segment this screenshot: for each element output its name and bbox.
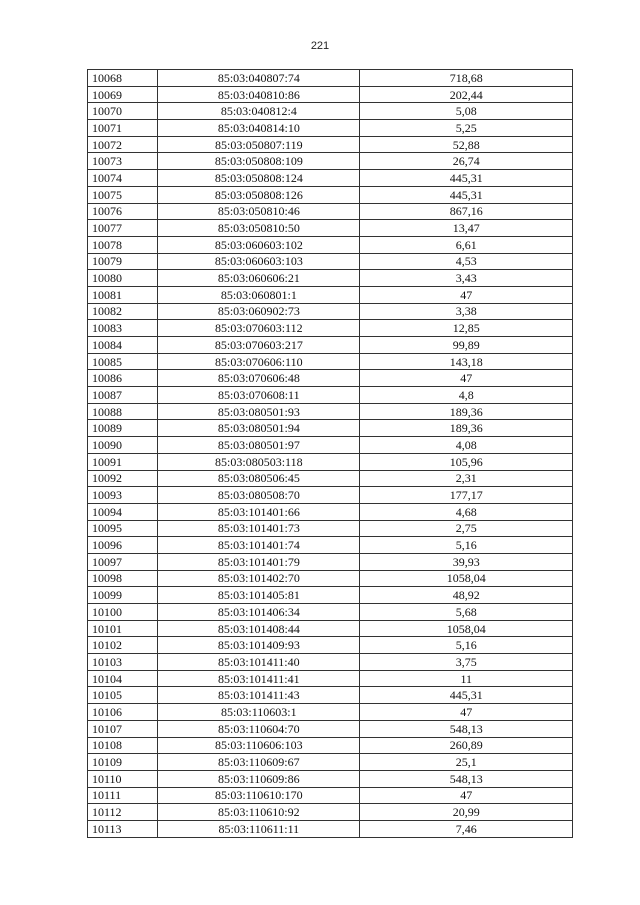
cadastral-number-cell: 85:03:110606:103 [158,737,360,754]
row-number-cell: 10079 [88,253,158,270]
table-row [88,754,573,771]
cadastral-number-cell: 85:03:070603:217 [158,337,360,354]
row-number-cell: 10108 [88,737,158,754]
cadastral-number-cell: 85:03:110604:70 [158,720,360,737]
area-value-cell: 445,31 [360,170,573,187]
row-number-cell: 10080 [88,270,158,287]
area-value-cell: 39,93 [360,553,573,570]
table-row [88,470,573,487]
table-row [88,720,573,737]
cadastral-number-cell: 85:03:080501:94 [158,420,360,437]
area-value-cell: 52,88 [360,136,573,153]
area-value-cell: 5,16 [360,537,573,554]
table-row [88,303,573,320]
row-number-cell: 10083 [88,320,158,337]
table-row [88,620,573,637]
table-row [88,770,573,787]
row-number-cell: 10075 [88,186,158,203]
row-number-cell: 10107 [88,720,158,737]
area-value-cell: 4,68 [360,503,573,520]
row-number-cell: 10069 [88,86,158,103]
row-number-cell: 10109 [88,754,158,771]
cadastral-number-cell: 85:03:080506:45 [158,470,360,487]
cadastral-number-cell: 85:03:060801:1 [158,286,360,303]
table-row [88,353,573,370]
cadastral-number-cell: 85:03:080508:70 [158,487,360,504]
area-value-cell: 260,89 [360,737,573,754]
row-number-cell: 10101 [88,620,158,637]
area-value-cell: 12,85 [360,320,573,337]
table-row [88,103,573,120]
cadastral-number-cell: 85:03:060606:21 [158,270,360,287]
table-row [88,604,573,621]
row-number-cell: 10092 [88,470,158,487]
row-number-cell: 10073 [88,153,158,170]
area-value-cell: 3,75 [360,654,573,671]
table-row [88,136,573,153]
cadastral-number-cell: 85:03:110609:67 [158,754,360,771]
table-row [88,654,573,671]
table-row [88,420,573,437]
area-value-cell: 1058,04 [360,620,573,637]
cadastral-number-cell: 85:03:060603:102 [158,236,360,253]
area-value-cell: 6,61 [360,236,573,253]
row-number-cell: 10100 [88,604,158,621]
area-value-cell: 5,16 [360,637,573,654]
table-row [88,120,573,137]
parcel-table [87,69,573,838]
row-number-cell: 10076 [88,203,158,220]
area-value-cell: 99,89 [360,337,573,354]
row-number-cell: 10088 [88,403,158,420]
table-row [88,820,573,837]
area-value-cell: 3,43 [360,270,573,287]
cadastral-number-cell: 85:03:101411:43 [158,687,360,704]
cadastral-number-cell: 85:03:060902:73 [158,303,360,320]
row-number-cell: 10072 [88,136,158,153]
cadastral-number-cell: 85:03:080503:118 [158,453,360,470]
row-number-cell: 10098 [88,570,158,587]
area-value-cell: 189,36 [360,403,573,420]
cadastral-number-cell: 85:03:101405:81 [158,587,360,604]
cadastral-number-cell: 85:03:101401:66 [158,503,360,520]
cadastral-number-cell: 85:03:050807:119 [158,136,360,153]
row-number-cell: 10112 [88,804,158,821]
row-number-cell: 10090 [88,437,158,454]
area-value-cell: 7,46 [360,820,573,837]
row-number-cell: 10102 [88,637,158,654]
page-number: 221 [310,40,330,52]
cadastral-number-cell: 85:03:060603:103 [158,253,360,270]
table-row [88,220,573,237]
table-row [88,186,573,203]
table-row [88,437,573,454]
row-number-cell: 10087 [88,387,158,404]
area-value-cell: 3,38 [360,303,573,320]
table-row [88,286,573,303]
table-row [88,153,573,170]
table-row [88,370,573,387]
table-row [88,670,573,687]
table-row [88,553,573,570]
area-value-cell: 4,53 [360,253,573,270]
table-row [88,737,573,754]
table-row [88,637,573,654]
area-value-cell: 867,16 [360,203,573,220]
cadastral-number-cell: 85:03:101411:40 [158,654,360,671]
area-value-cell: 5,68 [360,604,573,621]
row-number-cell: 10097 [88,553,158,570]
table-row [88,804,573,821]
row-number-cell: 10096 [88,537,158,554]
table-row [88,453,573,470]
table-row [88,587,573,604]
row-number-cell: 10110 [88,770,158,787]
cadastral-number-cell: 85:03:040812:4 [158,103,360,120]
table-row [88,704,573,721]
row-number-cell: 10074 [88,170,158,187]
area-value-cell: 5,08 [360,103,573,120]
table-row [88,337,573,354]
area-value-cell: 11 [360,670,573,687]
cadastral-number-cell: 85:03:070606:110 [158,353,360,370]
area-value-cell: 445,31 [360,687,573,704]
row-number-cell: 10091 [88,453,158,470]
area-value-cell: 47 [360,370,573,387]
area-value-cell: 47 [360,787,573,804]
area-value-cell: 718,68 [360,70,573,87]
row-number-cell: 10106 [88,704,158,721]
cadastral-number-cell: 85:03:110610:170 [158,787,360,804]
area-value-cell: 13,47 [360,220,573,237]
area-value-cell: 26,74 [360,153,573,170]
area-value-cell: 548,13 [360,720,573,737]
table-row [88,203,573,220]
area-value-cell: 47 [360,704,573,721]
row-number-cell: 10082 [88,303,158,320]
row-number-cell: 10099 [88,587,158,604]
area-value-cell: 4,08 [360,437,573,454]
cadastral-number-cell: 85:03:070606:48 [158,370,360,387]
cadastral-number-cell: 85:03:070603:112 [158,320,360,337]
row-number-cell: 10094 [88,503,158,520]
row-number-cell: 10084 [88,337,158,354]
row-number-cell: 10111 [88,787,158,804]
cadastral-number-cell: 85:03:040814:10 [158,120,360,137]
area-value-cell: 189,36 [360,420,573,437]
table-row [88,86,573,103]
row-number-cell: 10095 [88,520,158,537]
row-number-cell: 10077 [88,220,158,237]
row-number-cell: 10104 [88,670,158,687]
table-row [88,687,573,704]
row-number-cell: 10085 [88,353,158,370]
cadastral-number-cell: 85:03:070608:11 [158,387,360,404]
row-number-cell: 10086 [88,370,158,387]
cadastral-number-cell: 85:03:101401:73 [158,520,360,537]
area-value-cell: 105,96 [360,453,573,470]
area-value-cell: 25,1 [360,754,573,771]
cadastral-number-cell: 85:03:101401:79 [158,553,360,570]
table-row [88,270,573,287]
table-row [88,320,573,337]
table-row [88,170,573,187]
cadastral-number-cell: 85:03:050808:126 [158,186,360,203]
area-value-cell: 1058,04 [360,570,573,587]
row-number-cell: 10113 [88,820,158,837]
area-value-cell: 548,13 [360,770,573,787]
cadastral-number-cell: 85:03:110603:1 [158,704,360,721]
area-value-cell: 445,31 [360,186,573,203]
cadastral-number-cell: 85:03:101408:44 [158,620,360,637]
area-value-cell: 143,18 [360,353,573,370]
table-row [88,570,573,587]
cadastral-number-cell: 85:03:040810:86 [158,86,360,103]
table-row [88,253,573,270]
area-value-cell: 177,17 [360,487,573,504]
row-number-cell: 10081 [88,286,158,303]
cadastral-number-cell: 85:03:050810:50 [158,220,360,237]
cadastral-number-cell: 85:03:101406:34 [158,604,360,621]
cadastral-number-cell: 85:03:080501:97 [158,437,360,454]
table-row [88,487,573,504]
area-value-cell: 2,31 [360,470,573,487]
row-number-cell: 10093 [88,487,158,504]
row-number-cell: 10103 [88,654,158,671]
cadastral-number-cell: 85:03:110611:11 [158,820,360,837]
area-value-cell: 20,99 [360,804,573,821]
cadastral-number-cell: 85:03:101411:41 [158,670,360,687]
area-value-cell: 2,75 [360,520,573,537]
cadastral-number-cell: 85:03:050808:124 [158,170,360,187]
table-row [88,520,573,537]
table-row [88,387,573,404]
area-value-cell: 48,92 [360,587,573,604]
cadastral-number-cell: 85:03:040807:74 [158,70,360,87]
table-row [88,403,573,420]
cadastral-number-cell: 85:03:101401:74 [158,537,360,554]
table-row [88,787,573,804]
cadastral-number-cell: 85:03:050808:109 [158,153,360,170]
cadastral-number-cell: 85:03:110609:86 [158,770,360,787]
table-row [88,70,573,87]
table-row [88,236,573,253]
row-number-cell: 10068 [88,70,158,87]
table-row [88,537,573,554]
row-number-cell: 10070 [88,103,158,120]
row-number-cell: 10105 [88,687,158,704]
cadastral-number-cell: 85:03:101409:93 [158,637,360,654]
row-number-cell: 10071 [88,120,158,137]
cadastral-number-cell: 85:03:101402:70 [158,570,360,587]
table-row [88,503,573,520]
row-number-cell: 10089 [88,420,158,437]
cadastral-number-cell: 85:03:080501:93 [158,403,360,420]
area-value-cell: 47 [360,286,573,303]
area-value-cell: 4,8 [360,387,573,404]
cadastral-number-cell: 85:03:050810:46 [158,203,360,220]
table-body [88,70,573,838]
row-number-cell: 10078 [88,236,158,253]
area-value-cell: 202,44 [360,86,573,103]
cadastral-number-cell: 85:03:110610:92 [158,804,360,821]
area-value-cell: 5,25 [360,120,573,137]
